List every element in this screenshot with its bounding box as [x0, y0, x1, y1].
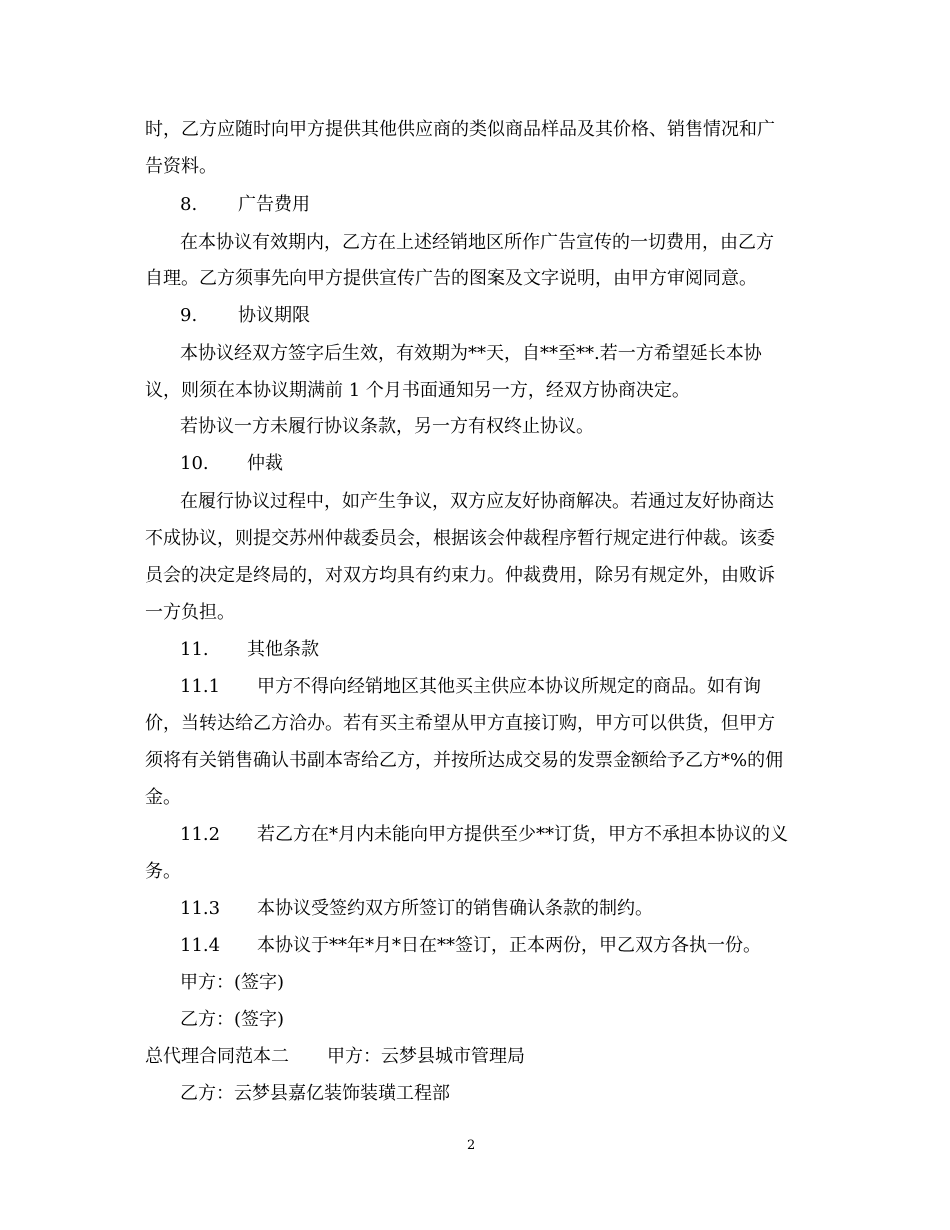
clause-number: 11.1 — [180, 676, 221, 697]
clause-number: 11.2 — [180, 824, 221, 845]
body-text-line: 议，则须在本协议期满前 1 个月书面通知另一方，经双方协商决定。 — [145, 380, 690, 401]
body-text-line: 告资料。 — [145, 156, 217, 177]
section-number: 8. — [180, 194, 198, 215]
clause-number: 11.4 — [180, 935, 221, 956]
party-b-name: 乙方：云梦县嘉亿装饰装璜工程部 — [180, 1083, 450, 1104]
body-text-line: 本协议受签约双方所签订的销售确认条款的制约。 — [257, 898, 653, 919]
body-text-line: 在本协议有效期内，乙方在上述经销地区所作广告宣传的一切费用，由乙方 — [180, 232, 774, 253]
body-text-line: 在履行协议过程中，如产生争议，双方应友好协商解决。若通过友好协商达 — [180, 491, 774, 512]
section-heading: 广告费用 — [238, 194, 310, 215]
party-a-name: 甲方：云梦县城市管理局 — [327, 1046, 525, 1067]
body-text-line: 不成协议，则提交苏州仲裁委员会，根据该会仲裁程序暂行规定进行仲裁。该委 — [145, 528, 775, 549]
section-heading: 仲裁 — [247, 453, 283, 474]
section-number: 10. — [180, 453, 209, 474]
body-text-line: 本协议经双方签字后生效，有效期为**天，自**至**.若一方希望延长本协 — [180, 343, 762, 364]
section-heading: 其他条款 — [247, 639, 319, 660]
body-text-line: 员会的决定是终局的，对双方均具有约束力。仲裁费用，除另有规定外，由败诉 — [145, 565, 775, 586]
template-title: 总代理合同范本二 — [145, 1046, 289, 1067]
signature-line-party-b: 乙方：(签字) — [180, 1009, 285, 1030]
body-text-line: 若乙方在*月内未能向甲方提供至少**订货，甲方不承担本协议的义 — [257, 824, 788, 845]
section-number: 9. — [180, 305, 198, 326]
body-text-line: 务。 — [145, 861, 181, 882]
body-text-line: 若协议一方未履行协议条款，另一方有权终止协议。 — [180, 416, 594, 437]
body-text-line: 价，当转达给乙方洽办。若有买主希望从甲方直接订购，甲方可以供货，但甲方 — [145, 713, 775, 734]
body-text-line: 甲方不得向经销地区其他买主供应本协议所规定的商品。如有询 — [257, 676, 761, 697]
body-text-line: 一方负担。 — [145, 602, 235, 623]
body-text-line: 时，乙方应随时向甲方提供其他供应商的类似商品样品及其价格、销售情况和广 — [145, 119, 775, 140]
body-text-line: 本协议于**年*月*日在**签订，正本两份，甲乙双方各执一份。 — [257, 935, 761, 956]
body-text-line: 自理。乙方须事先向甲方提供宣传广告的图案及文字说明，由甲方审阅同意。 — [145, 268, 757, 289]
signature-line-party-a: 甲方：(签字) — [180, 972, 285, 993]
section-heading: 协议期限 — [238, 305, 310, 326]
body-text-line: 须将有关销售确认书副本寄给乙方，并按所达成交易的发票金额给予乙方*%的佣 — [145, 750, 784, 771]
section-number: 11. — [180, 639, 209, 660]
body-text-line: 金。 — [145, 787, 181, 808]
page-number: 2 — [467, 1138, 476, 1153]
clause-number: 11.3 — [180, 898, 221, 919]
